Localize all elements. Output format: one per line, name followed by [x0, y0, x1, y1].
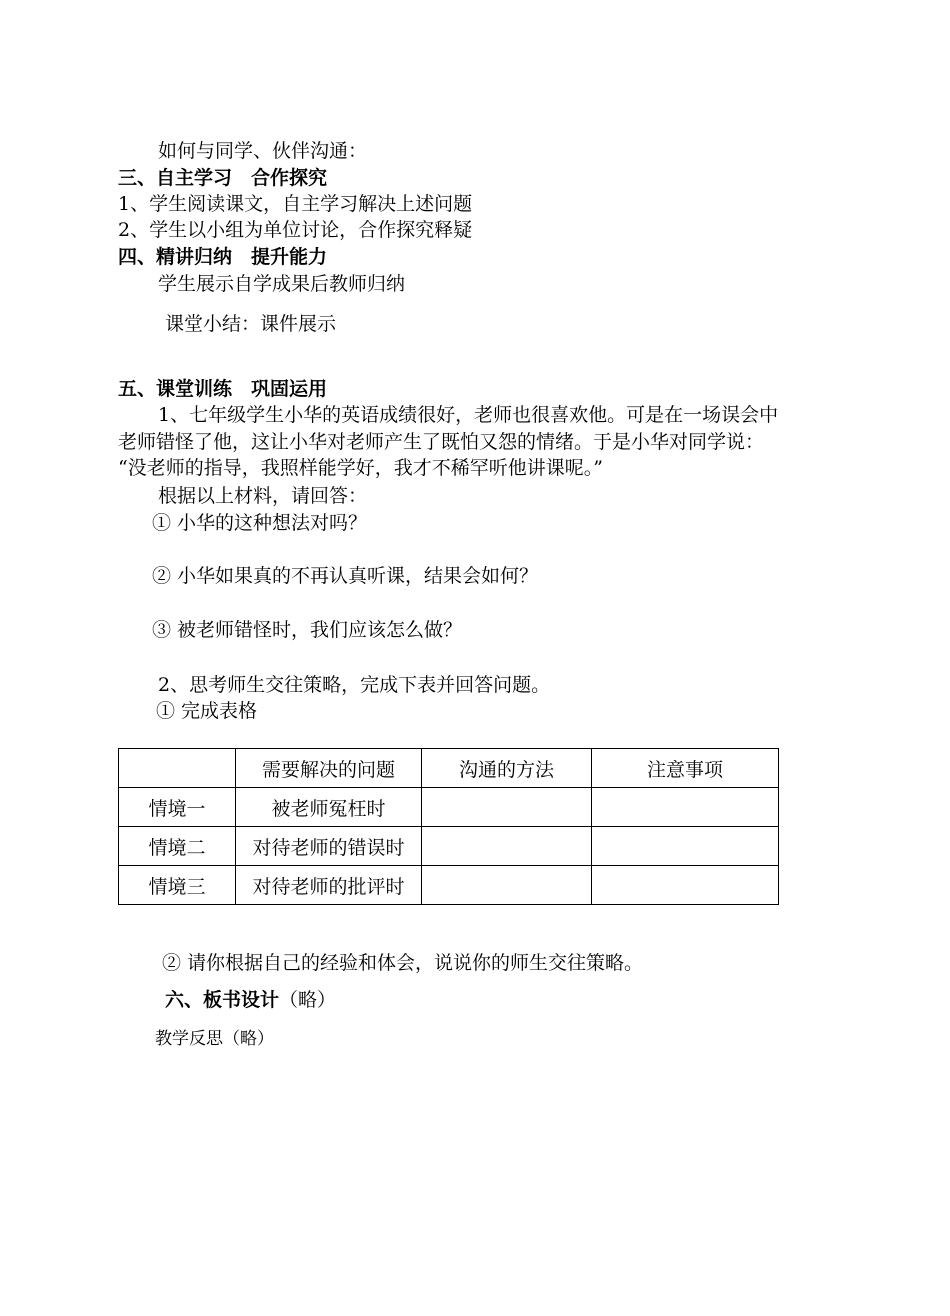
section-heading-6-label: 六、板书设计 — [165, 989, 280, 1011]
table-row — [119, 788, 779, 827]
table-cell: 对待老师的错误时 — [236, 827, 422, 866]
text-line: 根据以上材料，请回答： — [158, 485, 368, 507]
text-line: 如何与同学、伙伴沟通： — [158, 140, 368, 162]
table-cell: 情境二 — [119, 827, 236, 866]
paragraph-line: 1、七年级学生小华的英语成绩很好，老师也很喜欢他。可是在一场误会中 — [158, 404, 779, 426]
text-line: 学生展示自学成果后教师归纳 — [158, 273, 406, 295]
section-heading-6 — [165, 988, 336, 1012]
section-heading-4: 四、精讲归纳 提升能力 — [118, 246, 328, 268]
table-cell — [422, 866, 592, 905]
section-heading-6-suffix: （略） — [279, 989, 337, 1011]
table-cell: 情境三 — [119, 866, 236, 905]
text-line: 课堂小结：课件展示 — [165, 313, 337, 335]
table-cell — [592, 827, 779, 866]
table-cell — [422, 827, 592, 866]
table-header-row — [119, 749, 779, 788]
table-cell — [422, 788, 592, 827]
table-row — [119, 866, 779, 905]
text-line: 1、学生阅读课文，自主学习解决上述问题 — [118, 193, 473, 215]
paragraph-line: “没老师的指导，我照样能学好，我才不稀罕听他讲课呢。” — [118, 457, 603, 479]
table-cell: 被老师冤枉时 — [236, 788, 422, 827]
table-cell — [592, 788, 779, 827]
table-header-cell: 注意事项 — [592, 749, 779, 788]
paragraph-line: 2、思考师生交往策略，完成下表并回答问题。 — [158, 674, 551, 696]
table-header-cell: 需要解决的问题 — [236, 749, 422, 788]
paragraph-line: 老师错怪了他，这让小华对老师产生了既怕又怨的情绪。于是小华对同学说： — [118, 431, 765, 453]
question-line: ② 请你根据自己的经验和体会，说说你的师生交往策略。 — [162, 952, 644, 974]
table-cell — [592, 866, 779, 905]
strategy-table — [118, 748, 779, 905]
table-header-cell — [119, 749, 236, 788]
text-line: ① 完成表格 — [156, 700, 258, 722]
reflection-note: 教学反思（略） — [155, 1029, 274, 1049]
question-1: ① 小华的这种想法对吗？ — [152, 512, 368, 534]
table-cell: 情境一 — [119, 788, 236, 827]
section-heading-3: 三、自主学习 合作探究 — [118, 167, 328, 189]
table-cell: 对待老师的批评时 — [236, 866, 422, 905]
table-header-cell: 沟通的方法 — [422, 749, 592, 788]
section-heading-5: 五、课堂训练 巩固运用 — [118, 378, 328, 400]
table-row — [119, 827, 779, 866]
question-3: ③ 被老师错怪时，我们应该怎么做？ — [152, 619, 463, 641]
question-2: ② 小华如果真的不再认真听课，结果会如何？ — [152, 565, 539, 587]
text-line: 2、学生以小组为单位讨论，合作探究释疑 — [118, 219, 473, 241]
